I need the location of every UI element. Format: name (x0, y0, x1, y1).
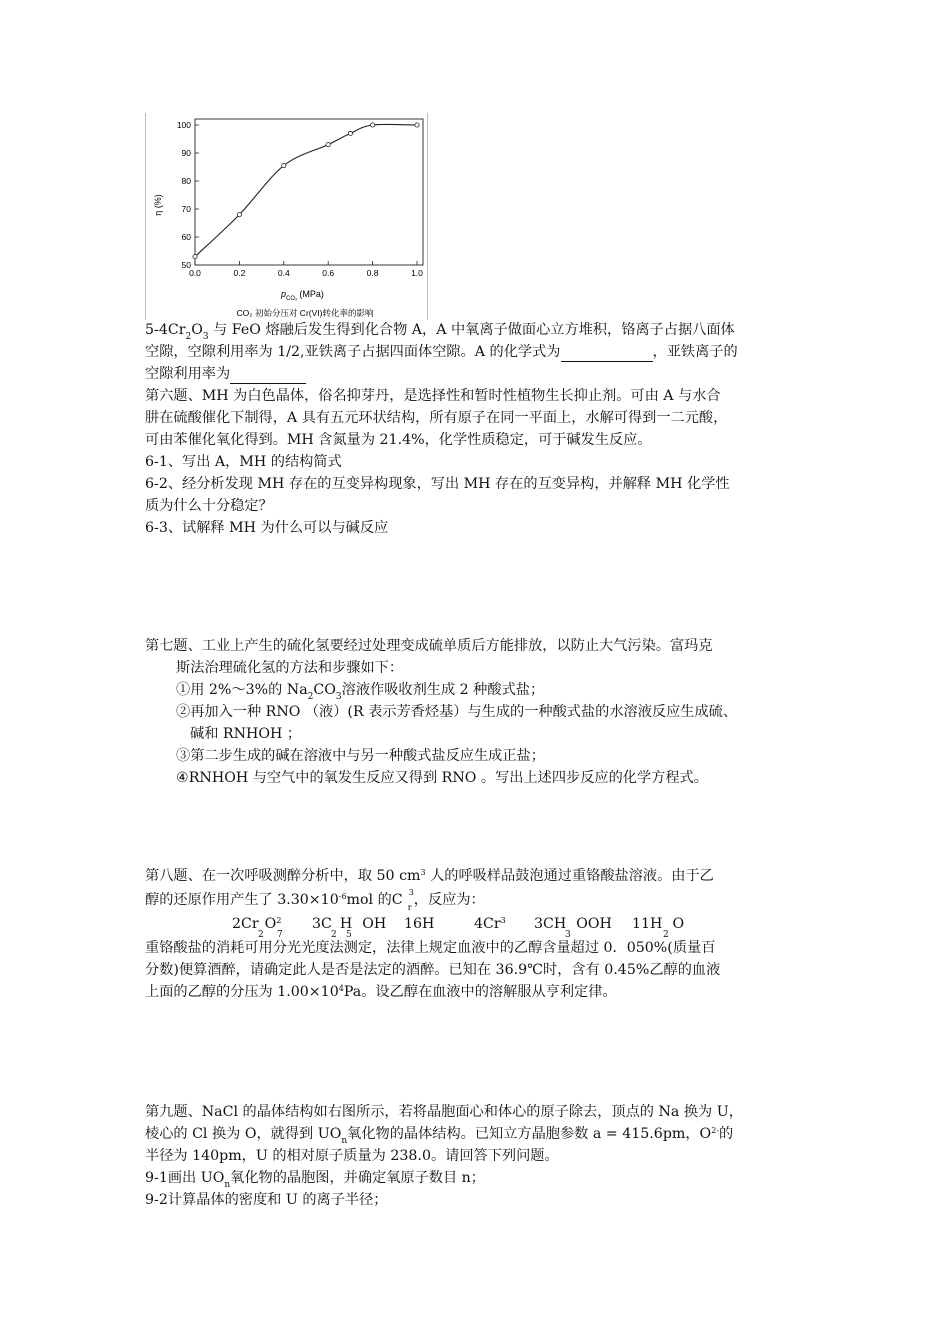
q9-line-1: 第九题、NaCl 的晶体结构如右图所示，若将晶胞面心和体心的原子除去，顶点的 Na 换为 U， (145, 1104, 743, 1120)
q7-line-2: 斯法治理硫化氢的方法和步骤如下： (176, 660, 404, 676)
q6-2-line-1: 6-2、经分析发现 MH 存在的互变异构现象，写出 MH 存在的互变异构，并解释 MH 化学性 (145, 476, 730, 492)
q8-line-1: 第八题、在一次呼吸测醉分析中，取 50 $cm^3$ 人的呼吸样品鼓泡通过重铬酸盐溶液。由于乙 (145, 868, 714, 884)
q7-step-2-cont: 碱和 RNHOH ； (190, 726, 302, 742)
x-tick-label: 1.0 (411, 268, 423, 278)
q8-line-3: 重铬酸盐的消耗可用分光光度法测定，法律上规定血液中的乙醇含量超过 0．050%(质量百 (145, 940, 716, 956)
q9-line-2: 棱心的 Cl 换为 O，就得到 $UO_n$氧化物的晶体结构。已知立方晶胞参数 a = 415.6pm，$O^{2-}$的 (145, 1126, 734, 1146)
y-tick-label: 90 (181, 148, 191, 158)
y-tick-label: 70 (181, 204, 191, 214)
q6-line-1: 第六题、MH 为白色晶体，俗名抑芽丹，是选择性和暂时性植物生长抑止剂。可由 A 与水合 (145, 388, 721, 404)
y-tick-label: 100 (176, 120, 191, 130)
data-point (237, 213, 241, 217)
data-point (326, 143, 330, 147)
x-tick-label: 0.2 (233, 268, 246, 278)
y-tick-label: 50 (181, 260, 191, 270)
q9-line-3: 半径为 140pm，U 的相对原子质量为 238.0。请回答下列问题。 (145, 1148, 559, 1164)
q6-3: 6-3、试解释 MH 为什么可以与碱反应 (145, 520, 389, 536)
q8-line-2: 醇的还原作用产生了 $3.30\times 10^{-6}mol$ 的C 3 r ，反应为： (145, 888, 485, 912)
data-point (282, 164, 286, 168)
y-tick-label: 80 (181, 176, 191, 186)
series-line (195, 124, 417, 256)
data-point (193, 255, 197, 259)
q6-line-2: 肼在硫酸催化下制得，A 具有五元环状结构，所有原子在同一平面上，水解可得到一二元酸， (145, 410, 728, 426)
q6-1: 6-1、写出 A，MH 的结构简式 (145, 454, 342, 470)
q9-2: 9-2计算晶体的密度和 U 的离子半径； (145, 1192, 388, 1208)
q7-step-1: ①用 2%～3%的 $Na_2CO_3$溶液作吸收剂生成 2 种酸式盐； (176, 682, 545, 702)
data-point (415, 123, 419, 127)
chart-layer (177, 119, 423, 278)
data-point (348, 131, 352, 135)
x-tick-label: 0.8 (366, 268, 379, 278)
x-tick-label: 0.4 (277, 268, 290, 278)
y-axis-label: η (%) (153, 194, 163, 216)
conversion-chart (145, 113, 430, 320)
q7-line-1: 第七题、工业上产生的硫化氢要经过处理变成硫单质后方能排放，以防止大气污染。富玛克 (145, 638, 713, 654)
answer-blank-formula[interactable] (561, 346, 653, 362)
q7-step-3: ③第二步生成的碱在溶液中与另一种酸式盐反应生成正盐； (176, 748, 545, 764)
q7-step-4: ④RNHOH 与空气中的氧发生反应又得到 RNO 。写出上述四步反应的化学方程式。 (176, 770, 708, 786)
x-axis-label: $p_{CO_2}$ (MPa) (281, 289, 324, 302)
q5-line-1: $5-4Cr_2O_3$ 与 FeO 熔融后发生得到化合物 A，A 中氧离子做面心立方堆积，铬离子占据八面体 (145, 322, 735, 342)
q5-line-3: 空隙利用率为 (145, 364, 306, 384)
q8-line-4: 分数)便算酒醉，请确定此人是否是法定的酒醉。已知在 36.9℃时，含有 0.45%乙醇的血液 (145, 962, 721, 978)
data-point (371, 123, 375, 127)
answer-blank-utilization[interactable] (230, 368, 306, 384)
q8-line-5: 上面的乙醇的分压为 $1.00\times 10^4Pa$。设乙醇在血液中的溶解服从亨利定律。 (145, 984, 617, 1000)
q5-line-2: 空隙，空隙利用率为 1/2,亚铁离子占据四面体空隙。A 的化学式为 ，亚铁离子的 (145, 344, 738, 360)
plot-frame (195, 119, 423, 265)
y-tick-label: 60 (181, 232, 191, 242)
q6-line-3: 可由苯催化氧化得到。MH 含氮量为 21.4%，化学性质稳定，可于碱发生反应。 (145, 432, 652, 448)
x-tick-label: 0.6 (322, 268, 335, 278)
q7-step-2: ②再加入一种 RNO （液）(R 表示芳香烃基）与生成的一种酸式盐的水溶液反应生成硫、 (176, 704, 738, 720)
q6-2-line-2: 质为什么十分稳定？ (145, 498, 273, 514)
x-tick-label: 0.0 (189, 268, 201, 278)
figure-caption: CO₂ 初始分压对 Cr(VI)转化率的影响 (236, 308, 374, 318)
q9-1: 9-1画出 $UO_n$氧化物的晶胞图，并确定氧原子数目 n； (145, 1170, 485, 1190)
